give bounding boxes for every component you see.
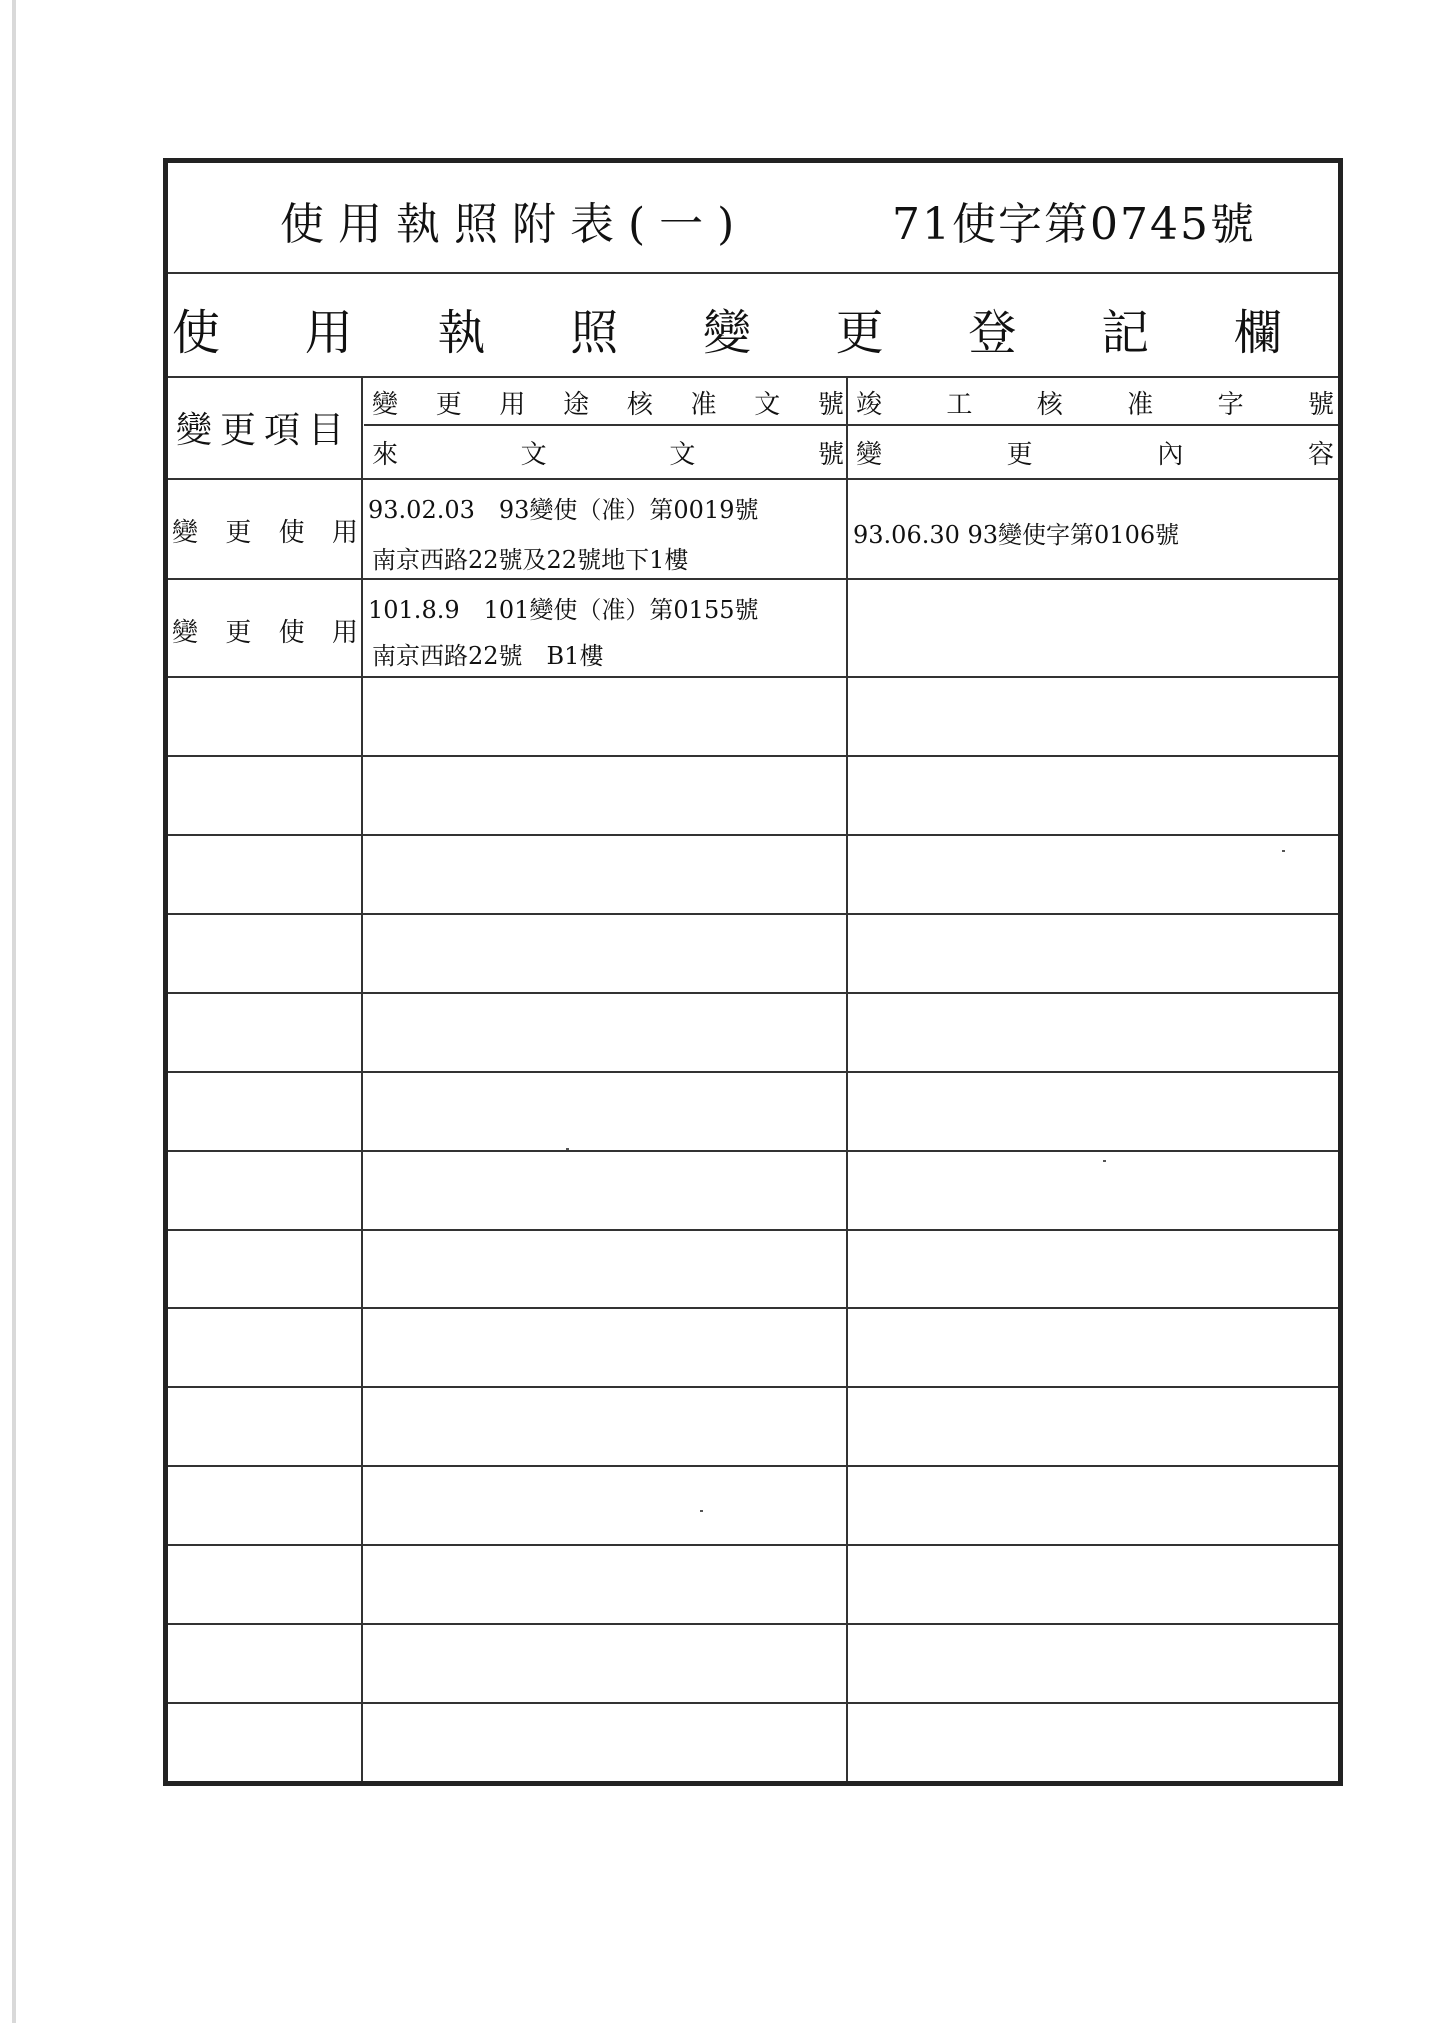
row-item-char: 用 <box>331 518 358 548</box>
license-number: 71使字第0745號 <box>892 199 1256 250</box>
empty-row-divider <box>168 992 1338 994</box>
empty-row-divider <box>168 1386 1338 1388</box>
scan-speck <box>1103 1160 1106 1162</box>
section-title-char: 用 <box>304 305 353 361</box>
item-header: 變更項目 <box>176 410 353 451</box>
section-title-char: 更 <box>835 305 884 361</box>
completion-header-char: 准 <box>1127 390 1154 420</box>
incoming-header-char: 文 <box>669 440 696 470</box>
content-header-char: 內 <box>1157 440 1184 470</box>
content-header-char: 更 <box>1006 440 1033 470</box>
section-title-char: 記 <box>1101 305 1150 361</box>
row-item-char: 更 <box>225 618 252 648</box>
column-divider <box>846 376 848 1781</box>
content-header-char: 容 <box>1307 440 1334 470</box>
incoming-header-char: 號 <box>817 440 844 470</box>
row-item-char: 使 <box>278 618 305 648</box>
row-item-char: 更 <box>225 518 252 548</box>
empty-row-divider <box>168 1544 1338 1546</box>
completion-number: 93.06.30 93變使字第0106號 <box>853 521 1180 549</box>
completion-no-header <box>856 384 1334 421</box>
form-title: 使用執照附表(一) <box>280 199 749 250</box>
row-item-char: 使 <box>278 518 305 548</box>
incoming-no-header <box>372 434 844 471</box>
completion-header-char: 竣 <box>856 390 883 420</box>
row-item-char: 變 <box>172 618 199 648</box>
divider <box>168 478 1338 480</box>
empty-row-divider <box>168 1702 1338 1704</box>
approval-number: 93.02.03 93變使（准）第0019號 <box>368 496 759 524</box>
approval-header-char: 核 <box>626 390 653 420</box>
completion-header-char: 工 <box>946 390 973 420</box>
section-title-char: 欄 <box>1233 305 1282 361</box>
section-title-char: 登 <box>968 305 1017 361</box>
approval-number: 101.8.9 101變使（准）第0155號 <box>368 596 759 624</box>
empty-row-divider <box>168 1623 1338 1625</box>
empty-row-divider <box>168 755 1338 757</box>
row-item-label <box>172 612 358 649</box>
row-item-char: 變 <box>172 518 199 548</box>
change-content-header <box>856 434 1334 471</box>
empty-row-divider <box>168 834 1338 836</box>
row-item-char: 用 <box>331 618 358 648</box>
divider <box>364 424 1338 426</box>
empty-row-divider <box>168 1465 1338 1467</box>
empty-row-divider <box>168 1071 1338 1073</box>
empty-row-divider <box>168 1307 1338 1309</box>
approval-header-char: 用 <box>499 390 526 420</box>
divider <box>168 272 1338 274</box>
row-item-label <box>172 512 358 549</box>
divider <box>168 676 1338 678</box>
approval-no-header <box>372 384 844 421</box>
approval-header-char: 變 <box>372 390 399 420</box>
section-title <box>172 294 1282 361</box>
approval-header-char: 文 <box>754 390 781 420</box>
approval-header-char: 更 <box>435 390 462 420</box>
divider <box>168 376 1338 378</box>
empty-row-divider <box>168 1150 1338 1152</box>
column-divider <box>361 376 363 1781</box>
scan-speck <box>566 1148 569 1150</box>
approval-header-char: 准 <box>690 390 717 420</box>
section-title-char: 執 <box>437 305 486 361</box>
scan-speck <box>1282 850 1285 852</box>
address: 南京西路22號 B1樓 <box>372 642 604 670</box>
section-title-char: 變 <box>702 305 751 361</box>
completion-header-char: 字 <box>1217 390 1244 420</box>
empty-row-divider <box>168 913 1338 915</box>
scan-speck <box>700 1510 703 1512</box>
completion-header-char: 核 <box>1036 390 1063 420</box>
approval-header-char: 號 <box>817 390 844 420</box>
content-header-char: 變 <box>856 440 883 470</box>
address: 南京西路22號及22號地下1樓 <box>372 546 689 574</box>
empty-row-divider <box>168 1229 1338 1231</box>
approval-header-char: 途 <box>563 390 590 420</box>
divider <box>168 578 1338 580</box>
section-title-char: 照 <box>570 305 619 361</box>
incoming-header-char: 來 <box>372 440 399 470</box>
section-title-char: 使 <box>172 305 221 361</box>
incoming-header-char: 文 <box>520 440 547 470</box>
completion-header-char: 號 <box>1307 390 1334 420</box>
scan-edge <box>12 0 16 2023</box>
